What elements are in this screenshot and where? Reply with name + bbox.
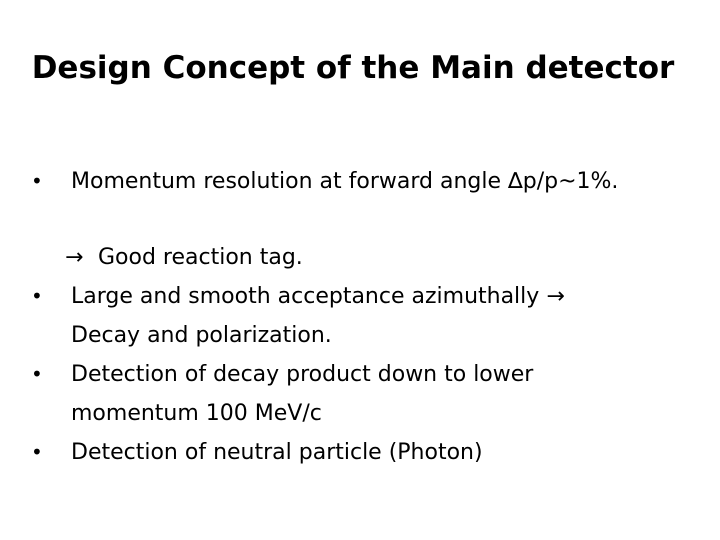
item-text: Good reaction tag. — [98, 245, 303, 270]
arrow-right-icon: → — [546, 284, 565, 309]
item-text: Large and smooth acceptance azimuthally — [71, 284, 547, 309]
list-item — [31, 355, 691, 433]
delta-symbol: ∆ — [508, 169, 523, 194]
list-item — [31, 433, 691, 472]
bullet-icon: • — [31, 284, 43, 308]
list-item — [31, 277, 691, 355]
list-item-followup — [31, 238, 691, 277]
bullet-icon: • — [31, 440, 43, 464]
arrow-right-icon: → — [65, 245, 84, 270]
list-item — [31, 162, 691, 201]
item-formula: p/p~1%. — [522, 169, 619, 194]
item-text-continued: Decay and polarization. — [71, 323, 332, 348]
bullet-icon: • — [31, 169, 43, 193]
item-text: Detection of neutral particle (Photon) — [71, 440, 483, 465]
slide-title: Design Concept of the Main detector — [31, 50, 675, 86]
bullet-list — [31, 162, 691, 472]
item-text-continued: momentum 100 MeV/c — [71, 401, 322, 426]
bullet-icon: • — [31, 362, 43, 386]
item-text: Detection of decay product down to lower — [71, 362, 534, 387]
item-text: Momentum resolution at forward angle — [71, 169, 509, 194]
